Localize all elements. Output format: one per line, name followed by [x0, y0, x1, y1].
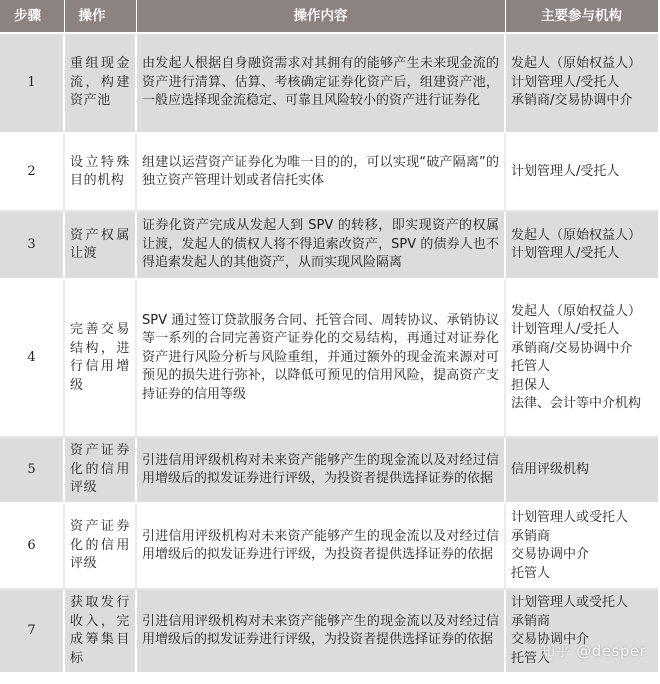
step-number: 1 [0, 33, 64, 133]
participant: 法律、会计等中介机构 [511, 396, 642, 411]
step-number: 7 [0, 589, 64, 673]
table-row [0, 211, 658, 279]
step-number: 4 [0, 279, 64, 437]
participant: 计划管理人或受托人 [511, 595, 629, 610]
operation-name: 设立特殊目的机构 [64, 133, 136, 211]
participant: 承销商 [511, 613, 551, 629]
participant: 计划管理人/受托人 [511, 74, 620, 90]
participant: 计划管理人/受托人 [511, 246, 620, 261]
participant: 发起人（原始权益人） [511, 227, 642, 243]
participant: 交易协调中介 [511, 632, 590, 647]
operation-content: 证券化资产完成从发起人到 SPV 的转移，即实现资产的权属让渡，发起人的债权人将不得追索改资产，SPV 的债券人也不得追索发起人的其他资产，从而实现风险隔离 [136, 211, 505, 279]
operation-name: 资产证券化的信用评级 [64, 503, 136, 589]
participant: 计划管理人/受托人 [511, 322, 620, 337]
header-operation: 操作 [64, 0, 136, 33]
operation-content: 引进信用评级机构对未来资产能够产生的现金流以及对经过信用增级后的拟发证券进行评级，为投资者提供选择证券的依据 [136, 589, 505, 673]
participant: 计划管理人或受托人 [511, 510, 629, 525]
step-number: 5 [0, 437, 64, 503]
participants-cell [505, 503, 658, 589]
table-row [0, 437, 658, 503]
table-row [0, 33, 658, 133]
table-row [0, 503, 658, 589]
operation-name: 获取发行收入，完成筹集目标 [64, 589, 136, 673]
participant: 发起人（原始权益人） [511, 56, 642, 72]
table-row [0, 279, 658, 437]
participants-cell [505, 279, 658, 437]
participant: 托管人 [511, 565, 551, 581]
participant: 交易协调中介 [511, 547, 590, 562]
step-number: 2 [0, 133, 64, 211]
operation-content: 组建以运营资产证券化为唯一目的的，可以实现“破产隔离”的独立资产管理计划或者信托实体 [136, 133, 505, 211]
table-row [0, 133, 658, 211]
participant: 担保人 [511, 377, 551, 393]
participant: 承销商/交易协调中介 [511, 93, 633, 109]
zhihu-watermark: 知乎 @desper [540, 642, 647, 660]
table-header-row [0, 0, 658, 33]
step-number: 6 [0, 503, 64, 589]
operation-content: 由发起人根据自身融资需求对其拥有的能够产生未来现金流的资产进行清算、估算、考核确定证券化资产后，组建资产池，一般应选择现金流稳定、可靠且风险较小的资产进行证券化 [136, 33, 505, 133]
operation-name: 资产权属让渡 [64, 211, 136, 279]
participant: 信用评级机构 [511, 461, 590, 477]
header-step: 步骤 [0, 0, 64, 33]
header-content: 操作内容 [136, 0, 505, 33]
participant: 发起人（原始权益人） [511, 303, 642, 319]
participant: 承销商/交易协调中介 [511, 340, 633, 356]
operation-content: SPV 通过签订贷款服务合同、托管合同、周转协议、承销协议等一系列的合同完善资产证券化的交易结构，再通过对证券化资产进行风险分析与风险重组，并通过额外的现金流来源对可预见的损失进行弥补，以降低可预见的信用风险，提高资产支持证券的信用等级 [136, 279, 505, 437]
participant: 承销商 [511, 528, 551, 544]
participants-cell [505, 33, 658, 133]
participant: 托管人 [511, 650, 551, 666]
participants-cell [505, 211, 658, 279]
participant: 计划管理人/受托人 [511, 163, 620, 179]
operation-name: 完善交易结构，进行信用增级 [64, 279, 136, 437]
operation-content: 引进信用评级机构对未来资产能够产生的现金流以及对经过信用增级后的拟发证券进行评级，为投资者提供选择证券的依据 [136, 503, 505, 589]
operation-name: 重组现金流，构建资产池 [64, 33, 136, 133]
participants-cell [505, 437, 658, 503]
participant: 托管人 [511, 359, 551, 374]
operation-content: 引进信用评级机构对未来资产能够产生的现金流以及对经过信用增级后的拟发证券进行评级，为投资者提供选择证券的依据 [136, 437, 505, 503]
header-participants: 主要参与机构 [505, 0, 658, 33]
step-number: 3 [0, 211, 64, 279]
operation-name: 资产证券化的信用评级 [64, 437, 136, 503]
participants-cell [505, 133, 658, 211]
